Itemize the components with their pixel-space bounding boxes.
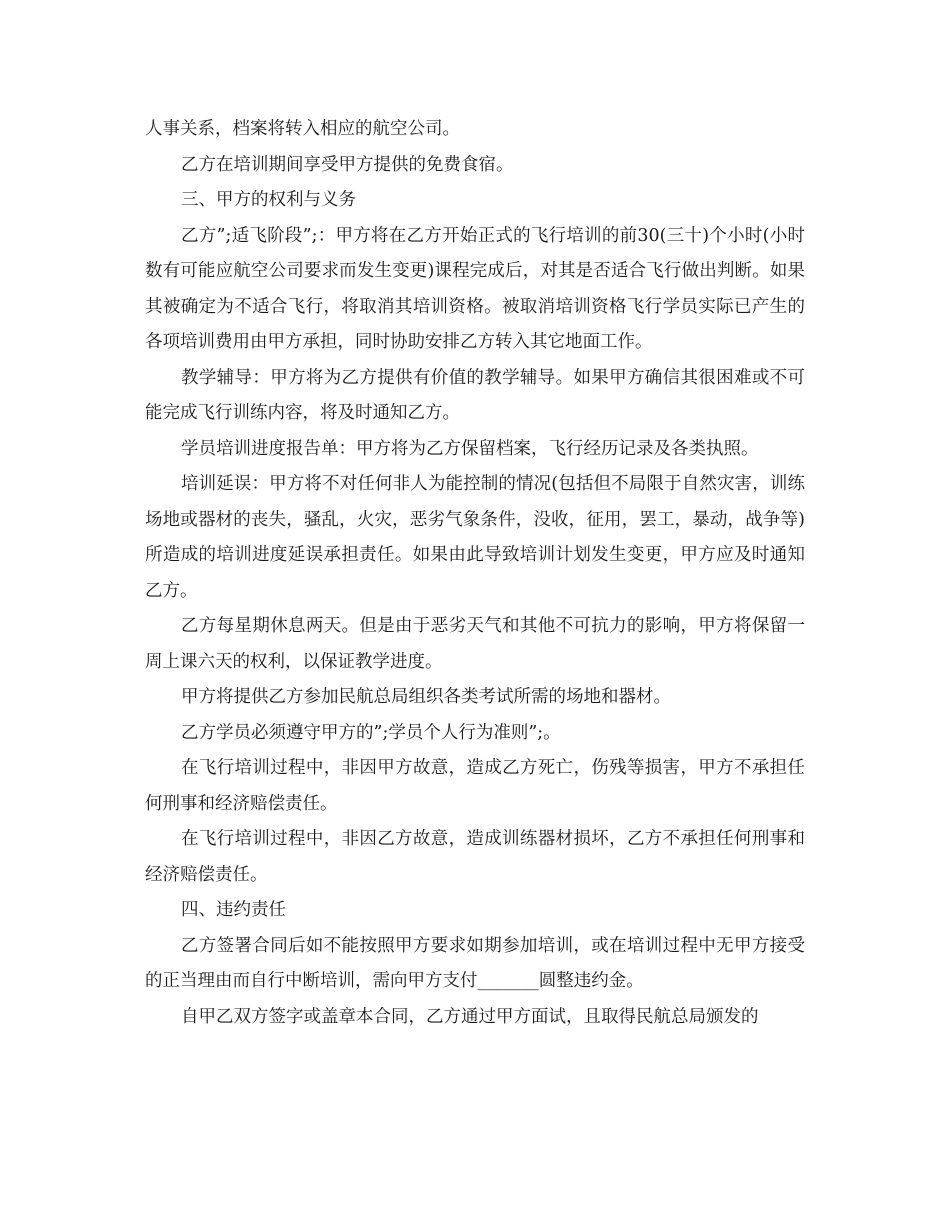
paragraph: 教学辅导：甲方将为乙方提供有价值的教学辅导。如果甲方确信其很困难或不可能完成飞行训练内容，将及时通知乙方。 xyxy=(145,367,805,423)
paragraph: 在飞行培训过程中，非因乙方故意，造成训练器材损坏，乙方不承担任何刑事和经济赔偿责任。 xyxy=(145,829,805,885)
paragraph: 乙方”;适飞阶段”;：甲方将在乙方开始正式的飞行培训的前30(三十)个小时(小时数有可能应航空公司要求而发生变更)课程完成后，对其是否适合飞行做出判断。如果其被确定为不适合飞行，将取消其培训资格。被取消培训资格飞行学员实际已产生的各项培训费用由甲方承担，同时协助安排乙方转入其它地面工作。 xyxy=(145,225,805,352)
paragraph: 乙方每星期休息两天。但是由于恶劣天气和其他不可抗力的影响，甲方将保留一周上课六天的权利，以保证教学进度。 xyxy=(145,616,805,672)
document-body xyxy=(145,112,805,1035)
section-heading: 四、违约责任 xyxy=(181,900,286,920)
paragraph: 培训延误：甲方将不对任何非人为能控制的情况(包括但不局限于自然灾害，训练场地或器材的丧失，骚乱，火灾，恶劣气象条件，没收，征用，罢工，暴动，战争等)所造成的培训进度延误承担责任。如果由此导致培训计划发生变更，甲方应及时通知乙方。 xyxy=(145,474,805,601)
paragraph: 人事关系，档案将转入相应的航空公司。 xyxy=(145,119,460,139)
paragraph: 学员培训进度报告单：甲方将为乙方保留档案，飞行经历记录及各类执照。 xyxy=(181,438,759,459)
paragraph: 甲方将提供乙方参加民航总局组织各类考试所需的场地和器材。 xyxy=(181,687,671,707)
section-heading: 三、甲方的权利与义务 xyxy=(181,190,356,210)
paragraph: 乙方在培训期间享受甲方提供的免费食宿。 xyxy=(181,154,514,175)
paragraph: 乙方学员必须遵守甲方的”;学员个人行为准则”;。 xyxy=(181,722,561,743)
paragraph: 乙方签署合同后如不能按照甲方要求如期参加培训，或在培训过程中无甲方接受的正当理由而自行中断培训，需向甲方支付_______圆整违约金。 xyxy=(145,935,805,991)
paragraph: 自甲乙双方签字或盖章本合同，乙方通过甲方面试，且取得民航总局颁发的 xyxy=(181,1006,759,1027)
paragraph: 在飞行培训过程中，非因甲方故意，造成乙方死亡，伤残等损害，甲方不承担任何刑事和经济赔偿责任。 xyxy=(145,758,805,814)
